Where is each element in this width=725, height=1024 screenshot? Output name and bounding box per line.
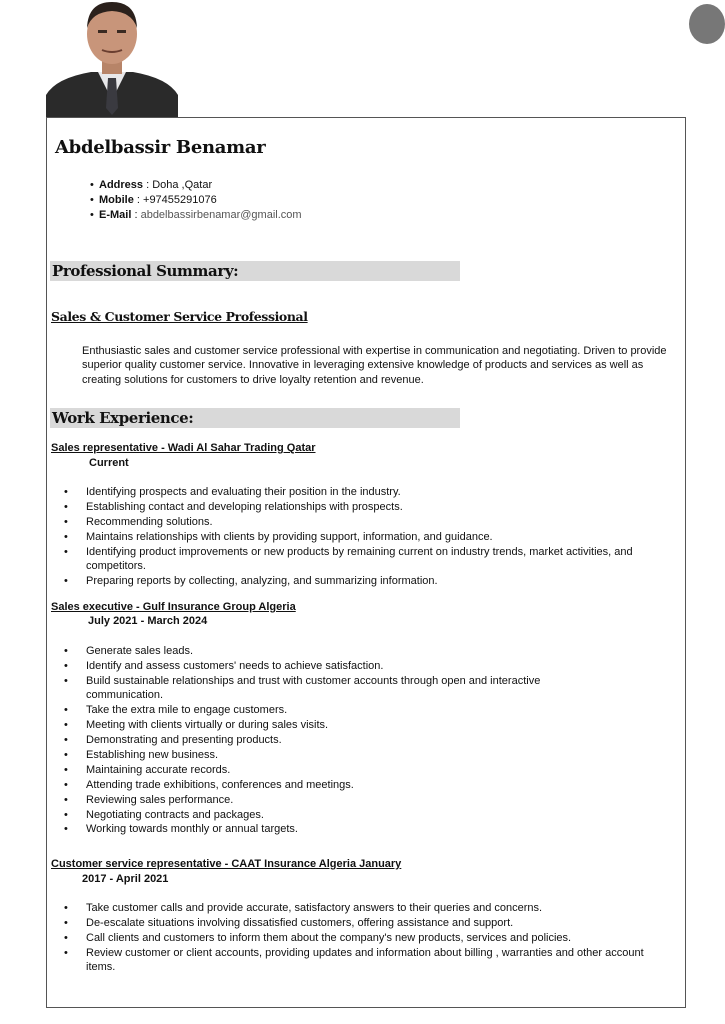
job-title: Sales representative - Wadi Al Sahar Trading Qatar — [51, 442, 316, 454]
job-title: Sales executive - Gulf Insurance Group Algeria — [51, 601, 296, 613]
job-bullets — [86, 901, 666, 975]
list-item: • Attending trade exhibitions, conferences and meetings. — [86, 778, 586, 793]
job-date: 2017 - April 2021 — [82, 873, 169, 885]
list-item: • Recommending solutions. — [86, 515, 666, 530]
list-item: • Review customer or client accounts, providing updates and information about billing , warranties and other account items. — [86, 946, 666, 975]
profile-photo — [46, 0, 178, 117]
list-item: • Preparing reports by collecting, analyzing, and summarizing information. — [86, 574, 666, 589]
contact-email: • E-Mail : abdelbassirbenamar@gmail.com — [99, 208, 302, 223]
experience-heading: Work Experience: — [50, 408, 460, 428]
summary-heading: Professional Summary: — [50, 261, 460, 281]
summary-text: Enthusiastic sales and customer service professional with expertise in communication and negotiating. Driven to provide superior quality customer service. Innovative in leveraging extensive knowledge of products and services as well as creating solutions for customers to drive loyalty retention and revenue. — [82, 345, 667, 386]
list-item: • Build sustainable relationships and trust with customer accounts through open and interactive communication. — [86, 674, 586, 703]
job-date: July 2021 - March 2024 — [88, 615, 208, 627]
list-item: • Maintaining accurate records. — [86, 763, 586, 778]
email-link[interactable]: abdelbassirbenamar@gmail.com — [140, 209, 302, 221]
list-item: • Maintains relationships with clients by providing support, information, and guidance. — [86, 530, 666, 545]
list-item: • Take the extra mile to engage customers. — [86, 703, 586, 718]
list-item: • Working towards monthly or annual targets. — [86, 822, 586, 837]
list-item: • Identify and assess customers' needs to achieve satisfaction. — [86, 659, 586, 674]
contact-list — [99, 178, 302, 223]
list-item: • Negotiating contracts and packages. — [86, 808, 586, 823]
candidate-name: Abdelbassir Benamar — [55, 137, 266, 158]
job-bullets — [86, 485, 666, 589]
list-item: • Identifying prospects and evaluating their position in the industry. — [86, 485, 666, 500]
job-bullets — [86, 644, 586, 837]
list-item: • Reviewing sales performance. — [86, 793, 586, 808]
page-corner-circle — [689, 4, 725, 44]
list-item: • De-escalate situations involving dissatisfied customers, offering assistance and support. — [86, 916, 666, 931]
list-item: • Establishing contact and developing relationships with prospects. — [86, 500, 666, 515]
list-item: • Demonstrating and presenting products. — [86, 733, 586, 748]
list-item: • Meeting with clients virtually or during sales visits. — [86, 718, 586, 733]
list-item: • Establishing new business. — [86, 748, 586, 763]
job-title: Customer service representative - CAAT Insurance Algeria January — [51, 858, 402, 870]
contact-address: • Address : Doha ,Qatar — [99, 178, 302, 193]
list-item: • Call clients and customers to inform them about the company's new products, services and policies. — [86, 931, 666, 946]
list-item: • Identifying product improvements or new products by remaining current on industry trends, market activities, and competitors. — [86, 545, 666, 574]
job-date: Current — [89, 457, 129, 469]
list-item: • Take customer calls and provide accurate, satisfactory answers to their queries and concerns. — [86, 901, 666, 916]
list-item: • Generate sales leads. — [86, 644, 586, 659]
summary-subtitle: Sales & Customer Service Professional — [51, 309, 308, 324]
contact-mobile: • Mobile : +97455291076 — [99, 193, 302, 208]
